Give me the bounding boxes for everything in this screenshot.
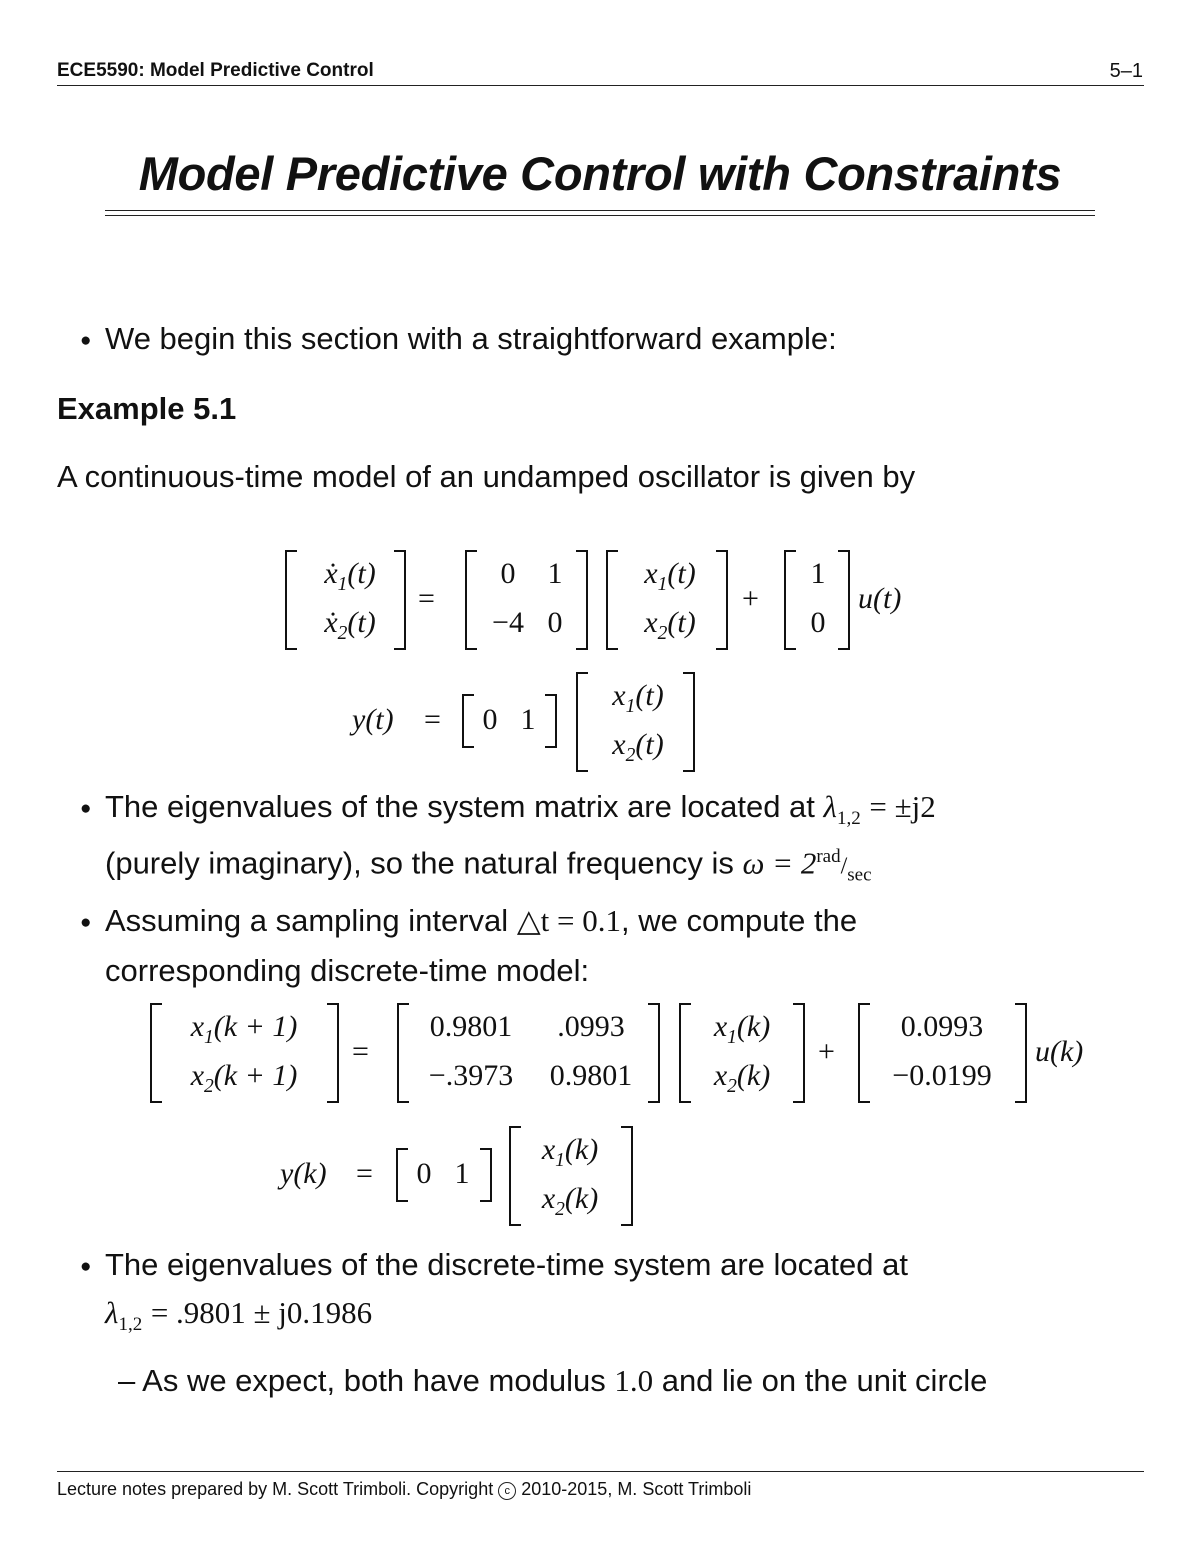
bullet-icon: ● bbox=[80, 798, 92, 819]
state-k-2: $x_2(k)$ bbox=[541, 1182, 599, 1220]
matrix-ad-cell: −.3973 bbox=[428, 1059, 514, 1092]
plus-sign: + bbox=[818, 1035, 835, 1068]
bullet-icon: ● bbox=[80, 1256, 92, 1277]
state-k-1: $x_1(k)$ bbox=[713, 1010, 771, 1048]
matrix-c-cell: 1 bbox=[520, 703, 536, 736]
lambda-symbol: λ bbox=[823, 789, 837, 824]
left-bracket bbox=[397, 1003, 409, 1103]
footer-text-a: Lecture notes prepared by M. Scott Trimboli. Copyright bbox=[57, 1479, 494, 1499]
unit-denominator: sec bbox=[847, 864, 872, 886]
matrix-a-cell: 1 bbox=[547, 557, 563, 590]
equals-sign: = bbox=[424, 703, 441, 736]
matrix-ad-cell: .0993 bbox=[557, 1010, 625, 1043]
discrete-eigen-line1: The eigenvalues of the discrete-time system are located at bbox=[105, 1247, 908, 1282]
right-bracket bbox=[480, 1148, 492, 1202]
sub-bullet bbox=[118, 1356, 987, 1406]
matrix-bd-cell: 0.0993 bbox=[900, 1010, 984, 1043]
right-bracket bbox=[683, 672, 695, 772]
unit-slash: / bbox=[840, 853, 848, 880]
right-bracket bbox=[793, 1003, 805, 1103]
matrix-a-cell: −4 bbox=[492, 606, 524, 639]
title-rule-bottom bbox=[105, 215, 1095, 216]
left-bracket bbox=[606, 550, 618, 650]
modulus-value: 1.0 bbox=[614, 1363, 654, 1398]
input-u-t: u(t) bbox=[858, 582, 902, 615]
right-bracket bbox=[1015, 1003, 1027, 1103]
next-state-2: $x_2(k + 1)$ bbox=[190, 1059, 298, 1097]
right-bracket bbox=[545, 694, 557, 748]
state-derivative-2: ẋ$_2$(t) bbox=[324, 606, 376, 644]
output-y-t: y(t) bbox=[352, 703, 394, 736]
left-bracket bbox=[509, 1126, 521, 1226]
right-bracket bbox=[621, 1126, 633, 1226]
sub-bullet-text-b: and lie on the unit circle bbox=[661, 1363, 988, 1398]
right-bracket bbox=[838, 550, 850, 650]
matrix-ad-cell: 0.9801 bbox=[549, 1059, 633, 1092]
footer-text bbox=[57, 1479, 751, 1500]
left-bracket bbox=[858, 1003, 870, 1103]
matrix-ad-cell: 0.9801 bbox=[429, 1010, 513, 1043]
course-header: ECE5590: Model Predictive Control bbox=[57, 60, 374, 81]
example-heading: Example 5.1 bbox=[57, 391, 237, 426]
state-2: $x_2(t)$ bbox=[644, 606, 696, 644]
left-bracket bbox=[285, 550, 297, 650]
state-derivative-1: ẋ$_1$(t) bbox=[324, 557, 376, 595]
right-bracket bbox=[394, 550, 406, 650]
next-state-1: $x_1(k + 1)$ bbox=[190, 1010, 298, 1048]
left-bracket bbox=[150, 1003, 162, 1103]
input-u-k: u(k) bbox=[1035, 1035, 1084, 1068]
footer-rule bbox=[57, 1471, 1144, 1472]
matrix-cd-cell: 0 bbox=[416, 1157, 432, 1190]
lambda-subscript: 1,2 bbox=[118, 1314, 143, 1336]
lambda-symbol: λ bbox=[105, 1295, 119, 1330]
eigen-value: = ±j2 bbox=[869, 789, 936, 824]
header-rule bbox=[57, 85, 1144, 86]
left-bracket bbox=[462, 694, 474, 748]
eigen-bullet-line2 bbox=[105, 832, 872, 901]
page-title: Model Predictive Control with Constraints bbox=[138, 147, 1062, 200]
copyright-icon: c bbox=[498, 1482, 516, 1500]
left-bracket bbox=[576, 672, 588, 772]
sub-bullet-text-a: As we expect, both have modulus bbox=[142, 1363, 606, 1398]
lambda-subscript: 1,2 bbox=[836, 808, 861, 830]
state-1: $x_1(t)$ bbox=[644, 557, 696, 595]
state-k-2: $x_2(k)$ bbox=[713, 1059, 771, 1097]
matrix-a-cell: 0 bbox=[547, 606, 563, 639]
matrix-b-cell: 0 bbox=[810, 606, 826, 639]
right-bracket bbox=[327, 1003, 339, 1103]
eigen-text: The eigenvalues of the system matrix are located at bbox=[105, 789, 815, 824]
matrix-b-cell: 1 bbox=[810, 557, 826, 590]
state-1: $x_1(t)$ bbox=[612, 679, 664, 717]
state-2: $x_2(t)$ bbox=[612, 728, 664, 766]
page-number: 5–1 bbox=[1109, 60, 1143, 82]
equals-sign: = bbox=[418, 582, 435, 615]
discrete-eigen-line2 bbox=[105, 1288, 372, 1350]
left-bracket bbox=[784, 550, 796, 650]
matrix-bd-cell: −0.0199 bbox=[892, 1059, 992, 1092]
matrix-cd-cell: 1 bbox=[454, 1157, 470, 1190]
omega-value: ω = 2 bbox=[742, 845, 817, 881]
sub-bullet-dash: – bbox=[118, 1363, 136, 1398]
footer-text-b: 2010-2015, M. Scott Trimboli bbox=[521, 1479, 752, 1499]
model-intro-text: A continuous-time model of an undamped oscillator is given by bbox=[57, 459, 916, 494]
right-bracket bbox=[716, 550, 728, 650]
equals-sign: = bbox=[352, 1035, 369, 1068]
right-bracket bbox=[576, 550, 588, 650]
unit-numerator: rad bbox=[816, 846, 841, 867]
output-y-k: y(k) bbox=[280, 1157, 327, 1190]
eigen-line2-text: (purely imaginary), so the natural frequency is bbox=[105, 845, 734, 881]
matrix-a-cell: 0 bbox=[500, 557, 516, 590]
left-bracket bbox=[396, 1148, 408, 1202]
bullet-icon: ● bbox=[80, 330, 92, 351]
discrete-eigen-value: = .9801 ± j0.1986 bbox=[150, 1295, 373, 1330]
title-rule-top bbox=[105, 210, 1095, 211]
left-bracket bbox=[679, 1003, 691, 1103]
state-k-1: $x_1(k)$ bbox=[541, 1133, 599, 1171]
plus-sign: + bbox=[742, 582, 759, 615]
sampling-interval: △t = 0.1 bbox=[516, 903, 621, 938]
left-bracket bbox=[465, 550, 477, 650]
bullet-icon: ● bbox=[80, 912, 92, 933]
intro-bullet-text: We begin this section with a straightforward example: bbox=[105, 321, 837, 356]
right-bracket bbox=[648, 1003, 660, 1103]
sampling-text-a: Assuming a sampling interval bbox=[105, 903, 509, 938]
equals-sign: = bbox=[356, 1157, 373, 1190]
sampling-bullet-line2: corresponding discrete-time model: bbox=[105, 953, 590, 988]
sampling-bullet-line1 bbox=[105, 896, 857, 946]
sampling-text-b: , we compute the bbox=[621, 903, 858, 938]
matrix-c-cell: 0 bbox=[482, 703, 498, 736]
